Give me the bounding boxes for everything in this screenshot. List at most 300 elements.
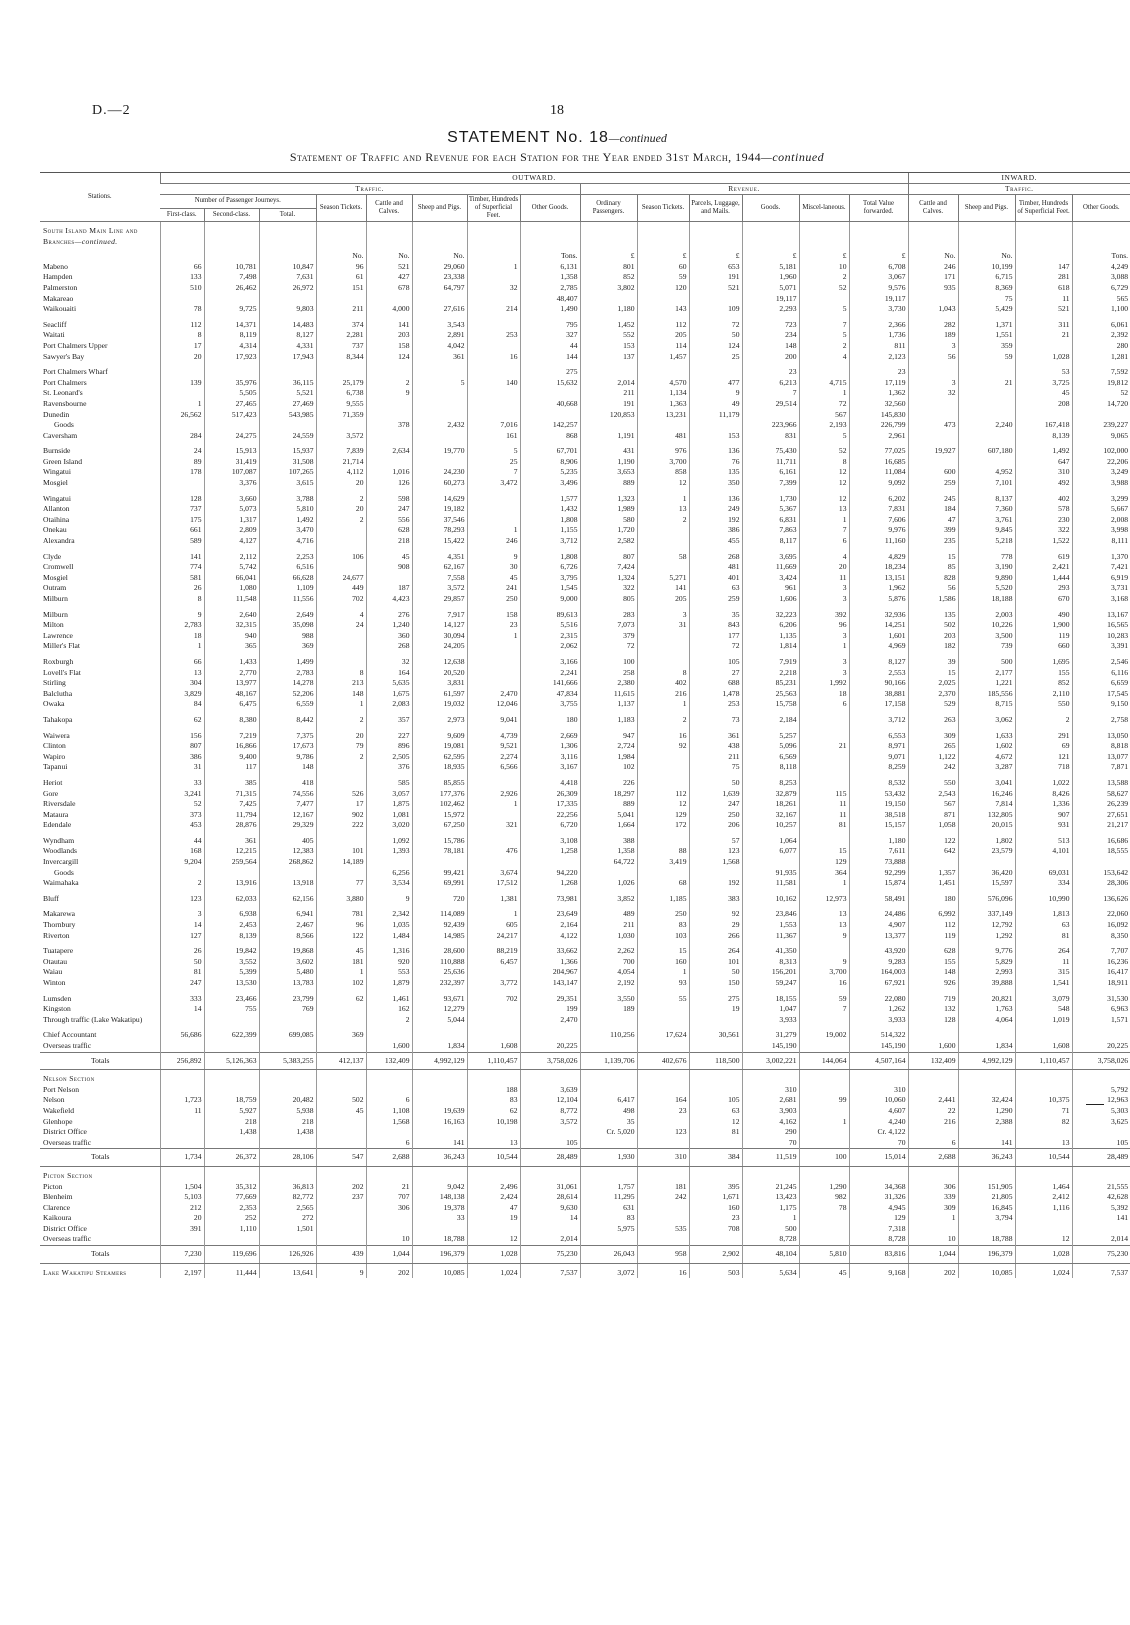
value-cell xyxy=(316,1203,366,1214)
value-cell xyxy=(316,294,366,305)
value-cell: 384 xyxy=(689,1149,742,1167)
empty-cell xyxy=(958,1166,1015,1181)
table-row xyxy=(40,689,1130,700)
table-row xyxy=(40,1234,1130,1245)
traffic-header: Traffic. xyxy=(160,184,580,195)
table-row xyxy=(40,909,1130,920)
value-cell: 119 xyxy=(1015,631,1072,642)
value-cell: 136,626 xyxy=(1072,894,1130,905)
value-cell: 41,350 xyxy=(742,946,799,957)
value-cell: 1,992 xyxy=(799,678,849,689)
value-cell: 1 xyxy=(637,699,689,710)
value-cell: 203 xyxy=(366,330,412,341)
empty-cell xyxy=(467,222,520,248)
value-cell: 2,274 xyxy=(467,752,520,763)
value-cell: 521 xyxy=(366,262,412,273)
value-cell: 12,792 xyxy=(958,920,1015,931)
value-cell xyxy=(366,410,412,421)
value-cell: 16 xyxy=(467,352,520,363)
value-cell: 74,556 xyxy=(259,789,316,800)
value-cell: 31,530 xyxy=(1072,994,1130,1005)
empty-cell xyxy=(799,222,849,248)
value-cell: 136 xyxy=(689,494,742,505)
value-cell: 1 xyxy=(637,494,689,505)
value-cell: 1,035 xyxy=(366,920,412,931)
value-cell: 1,183 xyxy=(580,715,637,726)
value-cell: 2 xyxy=(316,515,366,526)
value-cell: 15,597 xyxy=(958,878,1015,889)
value-cell: 1,464 xyxy=(1015,1182,1072,1193)
value-cell: 3,020 xyxy=(366,820,412,831)
value-cell: 2 xyxy=(316,715,366,726)
value-cell: 567 xyxy=(908,799,958,810)
value-cell: 11,556 xyxy=(259,594,316,605)
value-cell: 7 xyxy=(742,388,799,399)
value-cell xyxy=(637,294,689,305)
value-cell: 9,041 xyxy=(467,715,520,726)
value-cell: 1,900 xyxy=(1015,620,1072,631)
value-cell: 45 xyxy=(366,552,412,563)
value-cell: 132 xyxy=(908,1004,958,1015)
unit-cell: £ xyxy=(637,247,689,262)
value-cell: 100 xyxy=(799,1149,849,1167)
value-cell: 72 xyxy=(689,641,742,652)
value-cell xyxy=(467,410,520,421)
value-cell: 3,419 xyxy=(637,857,689,868)
value-cell xyxy=(799,715,849,726)
value-cell: 5,383,255 xyxy=(259,1052,316,1070)
value-cell: 1 xyxy=(467,631,520,642)
value-cell: 28,306 xyxy=(1072,878,1130,889)
value-cell: 17,943 xyxy=(259,352,316,363)
value-cell: 20,015 xyxy=(958,820,1015,831)
value-cell: 8,532 xyxy=(849,778,908,789)
value-cell: 23 xyxy=(467,620,520,631)
table-row xyxy=(40,1203,1130,1214)
value-cell: 427 xyxy=(366,272,412,283)
table-row xyxy=(40,367,1130,378)
value-cell: 29,514 xyxy=(742,399,799,410)
value-cell xyxy=(637,1234,689,1245)
table-row xyxy=(40,820,1130,831)
value-cell: 28,600 xyxy=(412,946,467,957)
station-name: Totals xyxy=(40,1052,160,1070)
value-cell: 982 xyxy=(799,1192,849,1203)
value-cell: 4,715 xyxy=(799,378,849,389)
value-cell: 158 xyxy=(366,341,412,352)
value-cell: 26,562 xyxy=(160,410,204,421)
value-cell: 30,094 xyxy=(412,631,467,642)
value-cell xyxy=(1072,410,1130,421)
value-cell: 10,060 xyxy=(849,1095,908,1106)
value-cell: 4,162 xyxy=(742,1117,799,1128)
value-cell: 585 xyxy=(366,778,412,789)
value-cell: 24,205 xyxy=(412,641,467,652)
value-cell: 9,890 xyxy=(958,573,1015,584)
value-cell: 8,728 xyxy=(742,1234,799,1245)
empty-cell xyxy=(160,1166,204,1181)
value-cell: 44 xyxy=(160,836,204,847)
value-cell: 5,521 xyxy=(259,388,316,399)
value-cell: 12,215 xyxy=(204,846,259,857)
value-cell: 20 xyxy=(316,504,366,515)
value-cell: 123 xyxy=(637,1127,689,1138)
in-other-header: Other Goods. xyxy=(1072,195,1130,222)
value-cell: 259 xyxy=(908,478,958,489)
value-cell: 9,204 xyxy=(160,857,204,868)
value-cell: 2,993 xyxy=(958,967,1015,978)
value-cell: 7 xyxy=(799,320,849,331)
value-cell: 1,262 xyxy=(849,1004,908,1015)
value-cell: 490 xyxy=(1015,610,1072,621)
value-cell: 73,888 xyxy=(849,857,908,868)
unit-cell: Tons. xyxy=(1072,247,1130,262)
value-cell xyxy=(908,1224,958,1235)
value-cell: 189 xyxy=(580,1004,637,1015)
value-cell xyxy=(799,1015,849,1026)
value-cell: 250 xyxy=(637,909,689,920)
value-cell: 38,881 xyxy=(849,689,908,700)
value-cell: 1,490 xyxy=(520,304,580,315)
value-cell xyxy=(580,868,637,879)
station-name: Lawrence xyxy=(43,630,73,640)
value-cell: 3,639 xyxy=(520,1085,580,1096)
station-name: Mosgiel xyxy=(43,478,68,488)
station-name: Port Chalmers Wharf xyxy=(43,367,108,377)
station-name: Alexandra xyxy=(43,536,75,546)
value-cell: 309 xyxy=(908,1203,958,1214)
value-cell: 119 xyxy=(908,931,958,942)
value-cell: 1,081 xyxy=(366,810,412,821)
value-cell: 227 xyxy=(366,731,412,742)
value-cell: 10,226 xyxy=(958,620,1015,631)
value-cell xyxy=(366,399,412,410)
value-cell: 958 xyxy=(637,1246,689,1264)
value-cell xyxy=(366,431,412,442)
value-cell xyxy=(160,1041,204,1052)
table-row xyxy=(40,1015,1130,1026)
value-cell xyxy=(1072,1224,1130,1235)
value-cell: 21,245 xyxy=(742,1182,799,1193)
value-cell: 1,875 xyxy=(366,799,412,810)
value-cell: 9 xyxy=(799,931,849,942)
value-cell: 502 xyxy=(316,1095,366,1106)
value-cell: 481 xyxy=(637,431,689,442)
value-cell: 3,470 xyxy=(259,525,316,536)
value-cell: 272 xyxy=(259,1213,316,1224)
value-cell: 75,230 xyxy=(1072,1246,1130,1264)
value-cell xyxy=(160,1138,204,1149)
empty-cell xyxy=(520,1070,580,1085)
value-cell xyxy=(467,641,520,652)
value-cell: 5,634 xyxy=(742,1263,799,1278)
value-cell: 141 xyxy=(958,1138,1015,1149)
value-cell: 2,785 xyxy=(520,283,580,294)
table-row xyxy=(40,1004,1130,1015)
value-cell: 795 xyxy=(520,320,580,331)
value-cell: 1 xyxy=(467,525,520,536)
station-name: Lake Wakatipu Steamers xyxy=(43,1267,127,1277)
value-cell: 6,919 xyxy=(1072,573,1130,584)
value-cell: 3,653 xyxy=(580,467,637,478)
value-cell: 9 xyxy=(467,552,520,563)
value-cell: 135 xyxy=(908,610,958,621)
value-cell: 22,206 xyxy=(1072,457,1130,468)
value-cell: 5,399 xyxy=(204,967,259,978)
table-row xyxy=(40,457,1130,468)
value-cell xyxy=(204,1234,259,1245)
value-cell xyxy=(637,657,689,668)
value-cell: 129 xyxy=(799,857,849,868)
value-cell: 1 xyxy=(799,878,849,889)
value-cell: 2,380 xyxy=(580,678,637,689)
table-row xyxy=(40,610,1130,621)
station-name: Nelson xyxy=(43,1095,65,1105)
units-label xyxy=(40,247,160,262)
value-cell: 23,466 xyxy=(204,994,259,1005)
value-cell: 148 xyxy=(316,689,366,700)
value-cell: 1,763 xyxy=(958,1004,1015,1015)
value-cell: 453 xyxy=(160,820,204,831)
value-cell: 182 xyxy=(908,641,958,652)
value-cell xyxy=(637,420,689,431)
value-cell: 5,429 xyxy=(958,304,1015,315)
value-cell: 264 xyxy=(689,946,742,957)
value-cell: 578 xyxy=(1015,504,1072,515)
value-cell: 35,312 xyxy=(204,1182,259,1193)
value-cell: 2,240 xyxy=(958,420,1015,431)
value-cell: 580 xyxy=(580,515,637,526)
station-name: Heriot xyxy=(43,777,63,787)
value-cell: 7,707 xyxy=(1072,946,1130,957)
value-cell xyxy=(1072,1127,1130,1138)
value-cell: 418 xyxy=(259,778,316,789)
value-cell xyxy=(467,678,520,689)
value-cell: 185,556 xyxy=(958,689,1015,700)
value-cell: 15,758 xyxy=(742,699,799,710)
value-cell: 1,363 xyxy=(637,399,689,410)
value-cell: 202 xyxy=(366,1263,412,1278)
table-row xyxy=(40,272,1130,283)
value-cell: 31 xyxy=(160,762,204,773)
value-cell: 11,615 xyxy=(580,689,637,700)
value-cell: 2,649 xyxy=(259,610,316,621)
value-cell: 19,002 xyxy=(799,1030,849,1041)
value-cell: Cr. 5,020 xyxy=(580,1127,637,1138)
station-name: Wapiro xyxy=(43,751,66,761)
station-name: Cromwell xyxy=(43,562,74,572)
empty-cell xyxy=(520,1166,580,1181)
value-cell: 1,221 xyxy=(958,678,1015,689)
value-cell: 94,220 xyxy=(520,868,580,879)
value-cell: 774 xyxy=(160,562,204,573)
value-cell xyxy=(637,1138,689,1149)
value-cell: 21 xyxy=(958,378,1015,389)
value-cell: 105 xyxy=(689,657,742,668)
value-cell xyxy=(520,1030,580,1041)
value-cell: 26 xyxy=(160,946,204,957)
empty-cell xyxy=(958,1070,1015,1085)
value-cell: 275 xyxy=(520,367,580,378)
value-cell: 21,555 xyxy=(1072,1182,1130,1193)
value-cell xyxy=(580,1041,637,1052)
station-name: Through traffic (Lake Wakatipu) xyxy=(43,1014,143,1024)
value-cell: 44 xyxy=(520,341,580,352)
table-row xyxy=(40,1085,1130,1096)
value-cell: 378 xyxy=(366,420,412,431)
value-cell: 2,926 xyxy=(467,789,520,800)
value-cell: 339 xyxy=(908,1192,958,1203)
value-cell: 7,101 xyxy=(958,478,1015,489)
empty-cell xyxy=(637,1070,689,1085)
value-cell: 85 xyxy=(908,562,958,573)
value-cell: 200 xyxy=(742,352,799,363)
value-cell: 2,184 xyxy=(742,715,799,726)
value-cell: 15,874 xyxy=(849,878,908,889)
other-goods-header: Other Goods. xyxy=(520,195,580,222)
value-cell: 11 xyxy=(1015,957,1072,968)
value-cell xyxy=(259,1138,316,1149)
value-cell: 391 xyxy=(160,1224,204,1235)
value-cell: 720 xyxy=(412,894,467,905)
value-cell: 24 xyxy=(316,620,366,631)
value-cell: 1,608 xyxy=(467,1041,520,1052)
value-cell: 47 xyxy=(467,1203,520,1214)
value-cell: 10 xyxy=(799,262,849,273)
empty-cell xyxy=(1015,1070,1072,1085)
value-cell: 26 xyxy=(160,583,204,594)
value-cell: 31,326 xyxy=(849,1192,908,1203)
value-cell: 14,127 xyxy=(412,620,467,631)
value-cell xyxy=(908,857,958,868)
value-cell: 8 xyxy=(160,594,204,605)
value-cell: 431 xyxy=(580,446,637,457)
value-cell: 175 xyxy=(160,515,204,526)
value-cell: 1,044 xyxy=(908,1246,958,1264)
value-cell xyxy=(467,1030,520,1041)
value-cell: 2,083 xyxy=(366,699,412,710)
station-name: District Office xyxy=(43,1127,87,1137)
value-cell: 4,054 xyxy=(580,967,637,978)
value-cell: 128 xyxy=(908,1015,958,1026)
station-name: Green Island xyxy=(43,456,83,466)
table-row xyxy=(40,994,1130,1005)
value-cell: 6,569 xyxy=(742,752,799,763)
value-cell: 1,064 xyxy=(742,836,799,847)
value-cell: 14,629 xyxy=(412,494,467,505)
value-cell: 2,281 xyxy=(316,330,366,341)
value-cell: 5 xyxy=(799,330,849,341)
value-cell: 360 xyxy=(366,631,412,642)
value-cell: 18,555 xyxy=(1072,846,1130,857)
value-cell: 2,724 xyxy=(580,741,637,752)
unit-cell: £ xyxy=(799,247,849,262)
value-cell xyxy=(467,504,520,515)
table-row xyxy=(40,478,1130,489)
value-cell: 2 xyxy=(366,378,412,389)
value-cell: 2,315 xyxy=(520,631,580,642)
value-cell: 14 xyxy=(160,920,204,931)
value-cell: 83,816 xyxy=(849,1246,908,1264)
value-cell: 4,739 xyxy=(467,731,520,742)
value-cell: 88 xyxy=(637,846,689,857)
value-cell: 69,991 xyxy=(412,878,467,889)
value-cell: 78,293 xyxy=(412,525,467,536)
value-cell: 2,197 xyxy=(160,1263,204,1278)
value-cell: 33 xyxy=(160,778,204,789)
unit-cell: No. xyxy=(412,247,467,262)
value-cell: 85,231 xyxy=(742,678,799,689)
value-cell xyxy=(799,1041,849,1052)
value-cell: 388 xyxy=(580,836,637,847)
value-cell: 15,937 xyxy=(259,446,316,457)
value-cell: 39 xyxy=(908,657,958,668)
value-cell: 29,329 xyxy=(259,820,316,831)
value-cell: 23,579 xyxy=(958,846,1015,857)
station-name: Sawyer's Bay xyxy=(43,351,85,361)
unit-cell: £ xyxy=(742,247,799,262)
value-cell: 141,666 xyxy=(520,678,580,689)
value-cell xyxy=(520,1224,580,1235)
value-cell xyxy=(637,778,689,789)
value-cell: 129 xyxy=(637,810,689,821)
empty-cell xyxy=(316,1166,366,1181)
value-cell: 1,108 xyxy=(366,1106,412,1117)
empty-cell xyxy=(1072,1070,1130,1085)
value-cell: 32,223 xyxy=(742,610,799,621)
value-cell: 547 xyxy=(316,1149,366,1167)
value-cell: 7,421 xyxy=(1072,562,1130,573)
value-cell: 214 xyxy=(467,304,520,315)
value-cell: 141 xyxy=(1072,1213,1130,1224)
value-cell: 1 xyxy=(467,799,520,810)
value-cell: 153 xyxy=(689,431,742,442)
value-cell: 25,179 xyxy=(316,378,366,389)
value-cell: 8,344 xyxy=(316,352,366,363)
value-cell: 6 xyxy=(366,1138,412,1149)
value-cell: 514,322 xyxy=(849,1030,908,1041)
value-cell: 3,758,026 xyxy=(1072,1052,1130,1070)
value-cell: 1,292 xyxy=(958,931,1015,942)
value-cell xyxy=(580,420,637,431)
value-cell: 49 xyxy=(689,399,742,410)
value-cell: 31,419 xyxy=(204,457,259,468)
value-cell: 11,295 xyxy=(580,1192,637,1203)
value-cell: 13,530 xyxy=(204,978,259,989)
value-cell: 11,711 xyxy=(742,457,799,468)
value-cell: 10,198 xyxy=(467,1117,520,1128)
value-cell xyxy=(637,525,689,536)
value-cell xyxy=(1015,1030,1072,1041)
value-cell: 2,783 xyxy=(160,620,204,631)
value-cell: 2 xyxy=(160,878,204,889)
value-cell: 6,161 xyxy=(742,467,799,478)
value-cell xyxy=(366,1224,412,1235)
empty-cell xyxy=(160,222,204,248)
value-cell: 247 xyxy=(160,978,204,989)
table-row xyxy=(40,789,1130,800)
value-cell: 1 xyxy=(637,967,689,978)
value-cell: 376 xyxy=(366,762,412,773)
value-cell: 6,831 xyxy=(742,515,799,526)
value-cell: 1 xyxy=(316,967,366,978)
value-cell: 16 xyxy=(637,731,689,742)
value-cell: 226 xyxy=(580,778,637,789)
value-cell: 365 xyxy=(204,641,259,652)
value-cell: 28,489 xyxy=(520,1149,580,1167)
value-cell: 32,879 xyxy=(742,789,799,800)
value-cell xyxy=(160,420,204,431)
